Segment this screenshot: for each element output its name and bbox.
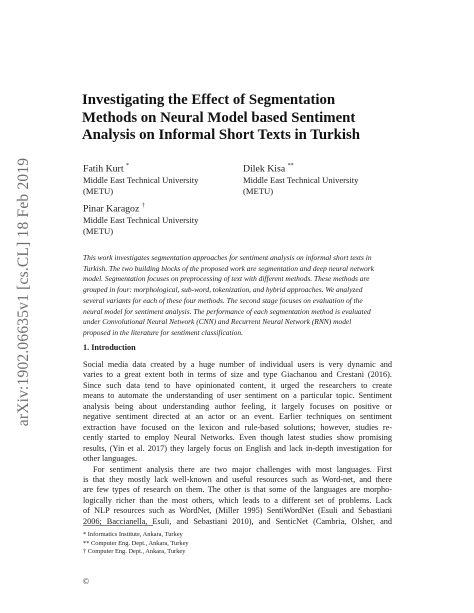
- body-line: cently started to employ Neural Networks. Even though latest studies show promising: [83, 433, 392, 443]
- author-affiliation: Middle East Technical University: [83, 175, 199, 186]
- copyright-symbol: ©: [83, 577, 90, 586]
- abstract-line: several variants for each of these four methods. The second stage focuses on evaluation of the: [83, 295, 363, 305]
- body-line: extraction have focused on the lexicon and rule-based solutions; however, studies re-: [83, 422, 392, 432]
- author-affiliation: (METU): [83, 226, 114, 237]
- footnote: † Computer Eng. Dept., Ankara, Turkey: [83, 548, 186, 556]
- body-line: is that they mostly lack well-known and useful resources such as Word-net, and there: [83, 474, 392, 484]
- abstract-line: neural model for sentiment analysis. The performance of each segmentation method is evaluated: [83, 306, 371, 316]
- abstract-line: This work investigates segmentation approaches for sentiment analysis on informal short texts in: [83, 253, 372, 262]
- body-line: logically richer than the most others, which leads to a different set of problems. Lack: [83, 495, 392, 505]
- section-heading: 1. Introduction: [83, 343, 136, 352]
- arxiv-id: arXiv:1902.06635v1 [cs.CL] 18 Feb 2019: [15, 157, 32, 427]
- author-affiliation: Middle East Technical University: [243, 175, 359, 186]
- arxiv-sidebar-stamp: [12, 142, 36, 442]
- author-affiliation: (METU): [83, 186, 114, 197]
- author-affiliation: Middle East Technical University: [83, 215, 199, 226]
- body-line: means to automate the understanding of user sentiment on a particular topic. Sentiment: [83, 391, 392, 401]
- author-block: [243, 161, 358, 197]
- abstract-line: proposed in the literature for sentiment classification.: [83, 327, 243, 337]
- title-line: Methods on Neural Model based Sentiment: [82, 109, 356, 126]
- body-line: of NLP resources such as WordNet, (Miller 1995) SentiWordNet (Esuli and Sebastiani: [83, 506, 392, 516]
- footnote: * Informatics Institute, Ankara, Turkey: [83, 531, 183, 538]
- author-block: [83, 201, 198, 237]
- body-line: varies to a great extent both in terms of size and type Giachanou and Crestani (2016).: [83, 370, 392, 380]
- abstract-line: grouped in four: morphological, sub-word, tokenization, and hybrid approaches. We analyzed: [83, 285, 363, 295]
- body-line: other languages.: [83, 454, 138, 464]
- author-block: [83, 161, 198, 197]
- introduction-body: [83, 360, 392, 527]
- footnote: ** Computer Eng. Dept., Ankara, Turkey: [83, 539, 189, 547]
- body-line: are few types of research on them. The other is that some of the languages are morpho-: [83, 485, 392, 495]
- abstract-line: under Convolutional Neural Network (CNN) and Recurrent Neural Network (RNN) model: [83, 317, 352, 327]
- author-affiliation: (METU): [243, 186, 274, 197]
- abstract-line: model. Segmentation focuses on preprocessing of text with different methods. These methods are: [83, 274, 370, 284]
- body-line: analysis being about understanding author feeling, it largely focuses on positive or: [83, 401, 392, 411]
- body-line: results, (Yin et al. 2017) they largely focus on English and lack in-depth investigation for: [83, 443, 392, 453]
- title-line: Analysis on Informal Short Texts in Turkish: [82, 127, 360, 143]
- author-name: Dilek Kisa **: [243, 163, 294, 175]
- title-line: Investigating the Effect of Segmentation: [82, 92, 336, 108]
- abstract: [83, 253, 392, 339]
- body-line: Social media data created by a huge number of individual users is very dynamic and: [83, 360, 392, 369]
- body-line: negative sentiment directed at an actor or an event. Earlier techniques on sentiment: [83, 412, 392, 422]
- author-name: Pinar Karagoz †: [83, 203, 145, 215]
- body-line: 2006; Baccianella, Esuli, and Sebastiani 2010), and SenticNet (Cambria, Olsher, and: [83, 516, 392, 526]
- body-line: Since such data tend to have opinionated content, it urged the researchers to create: [83, 380, 392, 390]
- footnote-rule: [83, 525, 153, 526]
- body-line: For sentiment analysis there are two major challenges with most languages. First: [93, 464, 392, 474]
- abstract-line: Turkish. The two building blocks of the proposed work are segmentation and deep neural network: [83, 263, 374, 273]
- footnotes: [83, 531, 189, 557]
- author-name: Fatih Kurt *: [83, 163, 129, 175]
- paper-title: [82, 92, 402, 145]
